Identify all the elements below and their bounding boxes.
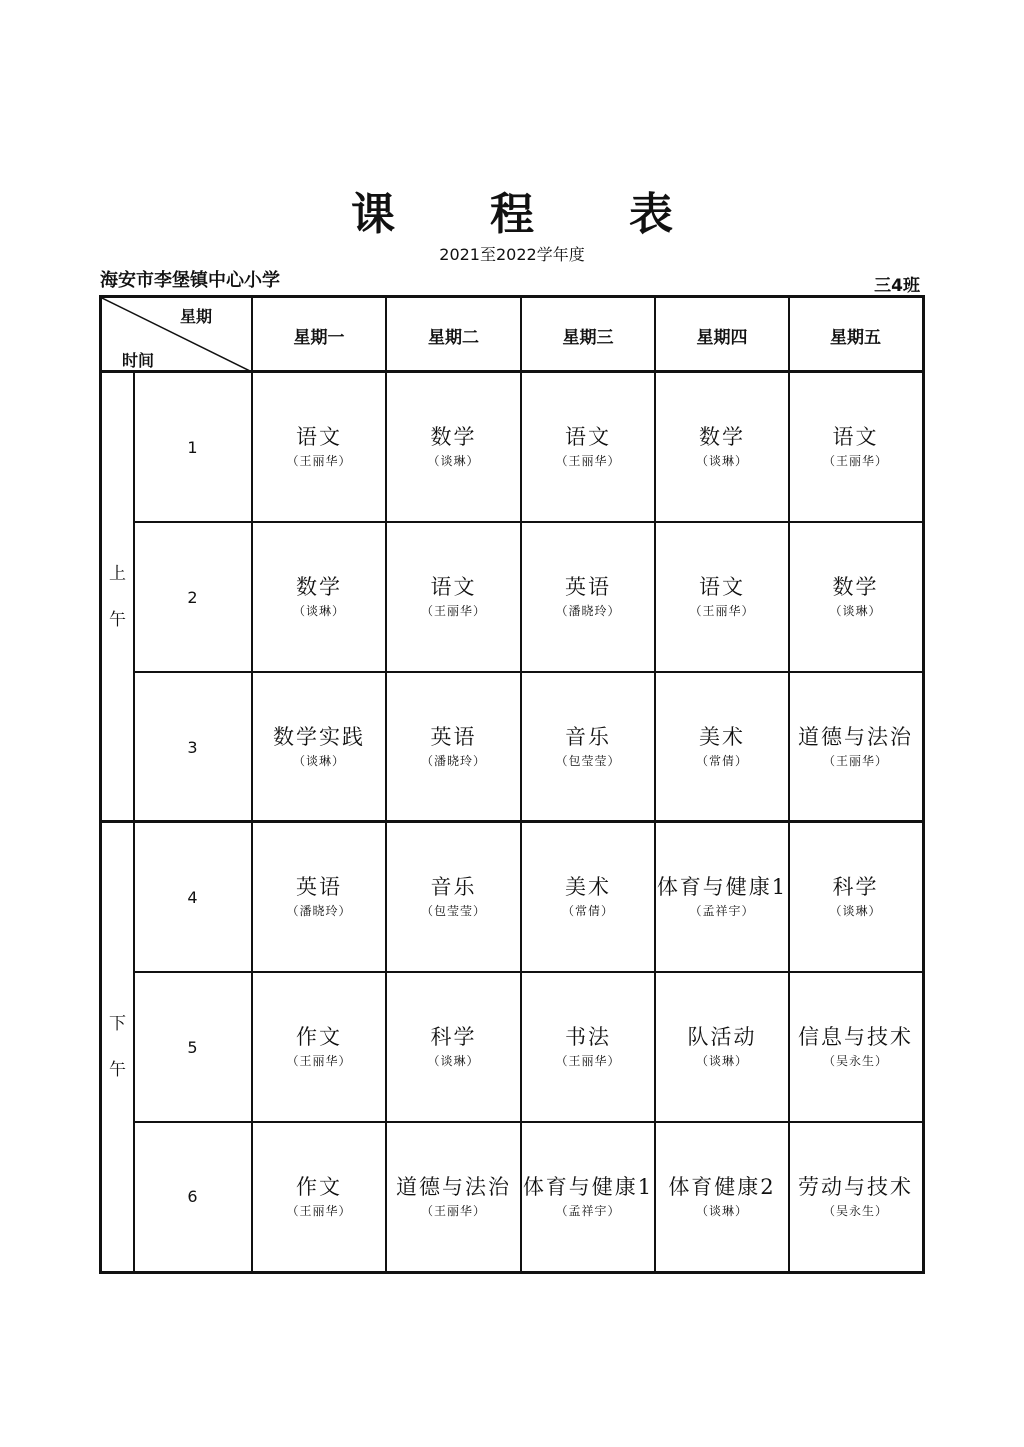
class-cell	[655, 672, 789, 822]
period-cell	[133, 822, 252, 972]
teacher-name: （谈琳）	[695, 454, 748, 468]
class-cell	[521, 972, 655, 1122]
teacher-name: （谈琳）	[292, 604, 345, 618]
teacher-name: （王丽华）	[822, 754, 888, 768]
subject-name: 劳动与技术	[798, 1174, 913, 1199]
corner-day-label: 星期	[180, 307, 213, 326]
class-cell	[521, 672, 655, 822]
subject-name: 语文	[832, 425, 879, 449]
period-number: 1	[187, 437, 198, 457]
session-label	[102, 822, 133, 1271]
subject-name: 信息与技术	[798, 1025, 913, 1049]
school-name: 海安市李堡镇中心小学	[100, 270, 280, 291]
teacher-name: （谈琳）	[292, 754, 345, 768]
day-header	[521, 298, 655, 372]
class-cell	[252, 972, 386, 1122]
subject-name: 语文	[699, 575, 745, 599]
subject-name: 书法	[565, 1025, 611, 1049]
class-cell	[252, 822, 386, 972]
corner-time-label: 时间	[122, 351, 155, 370]
session-label	[102, 372, 133, 822]
teacher-name: （吴永生）	[822, 1203, 888, 1218]
session-label-char: 下	[109, 1013, 126, 1034]
day-header-label: 星期四	[696, 327, 748, 348]
subject-name: 体育与健康1	[656, 875, 788, 899]
day-header	[386, 298, 521, 372]
period-number: 5	[187, 1037, 198, 1057]
session-label-char: 午	[109, 1059, 126, 1080]
session-label-char: 上	[109, 564, 126, 584]
class-cell	[521, 372, 655, 522]
period-cell	[133, 522, 252, 672]
subject-name: 体育与健康1	[522, 1174, 654, 1199]
class-cell	[789, 522, 922, 672]
subject-name: 音乐	[430, 875, 477, 899]
teacher-name: （谈琳）	[829, 904, 882, 918]
teacher-name: （王丽华）	[822, 454, 888, 468]
subject-name: 科学	[832, 875, 879, 899]
period-number: 6	[187, 1187, 198, 1206]
teacher-name: （潘晓玲）	[420, 754, 486, 768]
class-cell	[386, 522, 521, 672]
class-cell	[789, 822, 922, 972]
day-header	[655, 298, 789, 372]
class-cell	[521, 522, 655, 672]
period-cell	[133, 372, 252, 522]
subject-name: 科学	[430, 1025, 477, 1049]
teacher-name: （谈琳）	[427, 454, 480, 468]
school-year: 2021至2022学年度	[439, 245, 585, 264]
teacher-name: （王丽华）	[689, 604, 755, 618]
class-cell	[655, 972, 789, 1122]
subject-name: 数学	[296, 575, 342, 599]
subject-name: 数学	[699, 425, 745, 449]
subject-name: 美术	[565, 875, 611, 899]
subject-name: 道德与法治	[798, 725, 913, 749]
period-number: 2	[187, 587, 198, 607]
teacher-name: （孟祥宇）	[555, 1203, 621, 1218]
teacher-name: （潘晓玲）	[286, 904, 352, 918]
class-cell	[789, 1122, 922, 1271]
teacher-name: （孟祥宇）	[689, 904, 755, 918]
day-header-label: 星期三	[562, 327, 614, 348]
period-cell	[133, 672, 252, 822]
day-header-label: 星期一	[293, 327, 345, 348]
subject-name: 体育健康2	[668, 1174, 776, 1199]
class-cell	[789, 972, 922, 1122]
class-cell	[386, 822, 521, 972]
class-cell	[252, 522, 386, 672]
subject-name: 数学	[832, 575, 879, 599]
teacher-name: （潘晓玲）	[555, 604, 621, 618]
subject-name: 英语	[296, 875, 342, 899]
class-cell	[655, 822, 789, 972]
class-cell	[521, 822, 655, 972]
teacher-name: （吴永生）	[822, 1054, 888, 1068]
class-cell	[789, 372, 922, 522]
subject-name: 数学实践	[273, 725, 365, 749]
subject-name: 队活动	[687, 1025, 757, 1049]
teacher-name: （常倩）	[561, 904, 614, 918]
teacher-name: （常倩）	[695, 754, 748, 768]
teacher-name: （谈琳）	[829, 604, 882, 618]
subject-name: 语文	[565, 425, 611, 449]
class-cell	[655, 372, 789, 522]
subject-name: 语文	[296, 425, 342, 449]
teacher-name: （王丽华）	[420, 1203, 486, 1218]
subject-name: 英语	[430, 725, 477, 749]
period-number: 3	[187, 737, 198, 757]
subject-name: 语文	[430, 575, 477, 599]
day-header	[252, 298, 386, 372]
subject-name: 道德与法治	[396, 1174, 511, 1199]
class-cell	[386, 672, 521, 822]
class-cell	[789, 672, 922, 822]
session-label-char: 午	[109, 610, 126, 630]
subject-name: 美术	[699, 725, 745, 749]
class-cell	[386, 372, 521, 522]
day-header-label: 星期二	[428, 327, 479, 348]
class-cell	[655, 522, 789, 672]
teacher-name: （王丽华）	[555, 1054, 621, 1068]
subject-name: 英语	[565, 575, 611, 599]
subject-name: 音乐	[565, 725, 611, 749]
teacher-name: （王丽华）	[286, 1054, 352, 1068]
class-cell	[252, 372, 386, 522]
period-cell	[133, 972, 252, 1122]
period-cell	[133, 1122, 252, 1271]
class-cell	[521, 1122, 655, 1271]
teacher-name: （王丽华）	[286, 1203, 352, 1218]
class-cell	[655, 1122, 789, 1271]
teacher-name: （谈琳）	[427, 1054, 480, 1068]
timetable	[99, 295, 925, 1274]
class-cell	[386, 1122, 521, 1271]
day-header	[789, 298, 922, 372]
class-cell	[386, 972, 521, 1122]
period-number: 4	[187, 887, 198, 907]
teacher-name: （谈琳）	[695, 1054, 748, 1068]
subject-name: 数学	[430, 425, 477, 449]
teacher-name: （包莹莹）	[420, 904, 486, 918]
teacher-name: （包莹莹）	[555, 754, 621, 768]
teacher-name: （王丽华）	[555, 454, 621, 468]
teacher-name: （王丽华）	[420, 604, 486, 618]
subject-name: 作文	[296, 1174, 342, 1199]
page-title: 课程表	[351, 189, 768, 240]
day-header-label: 星期五	[830, 327, 881, 348]
class-cell	[252, 672, 386, 822]
teacher-name: （谈琳）	[695, 1203, 748, 1218]
subject-name: 作文	[296, 1025, 342, 1049]
class-cell	[252, 1122, 386, 1271]
teacher-name: （王丽华）	[286, 454, 352, 468]
class-name: 三4班	[874, 276, 920, 296]
